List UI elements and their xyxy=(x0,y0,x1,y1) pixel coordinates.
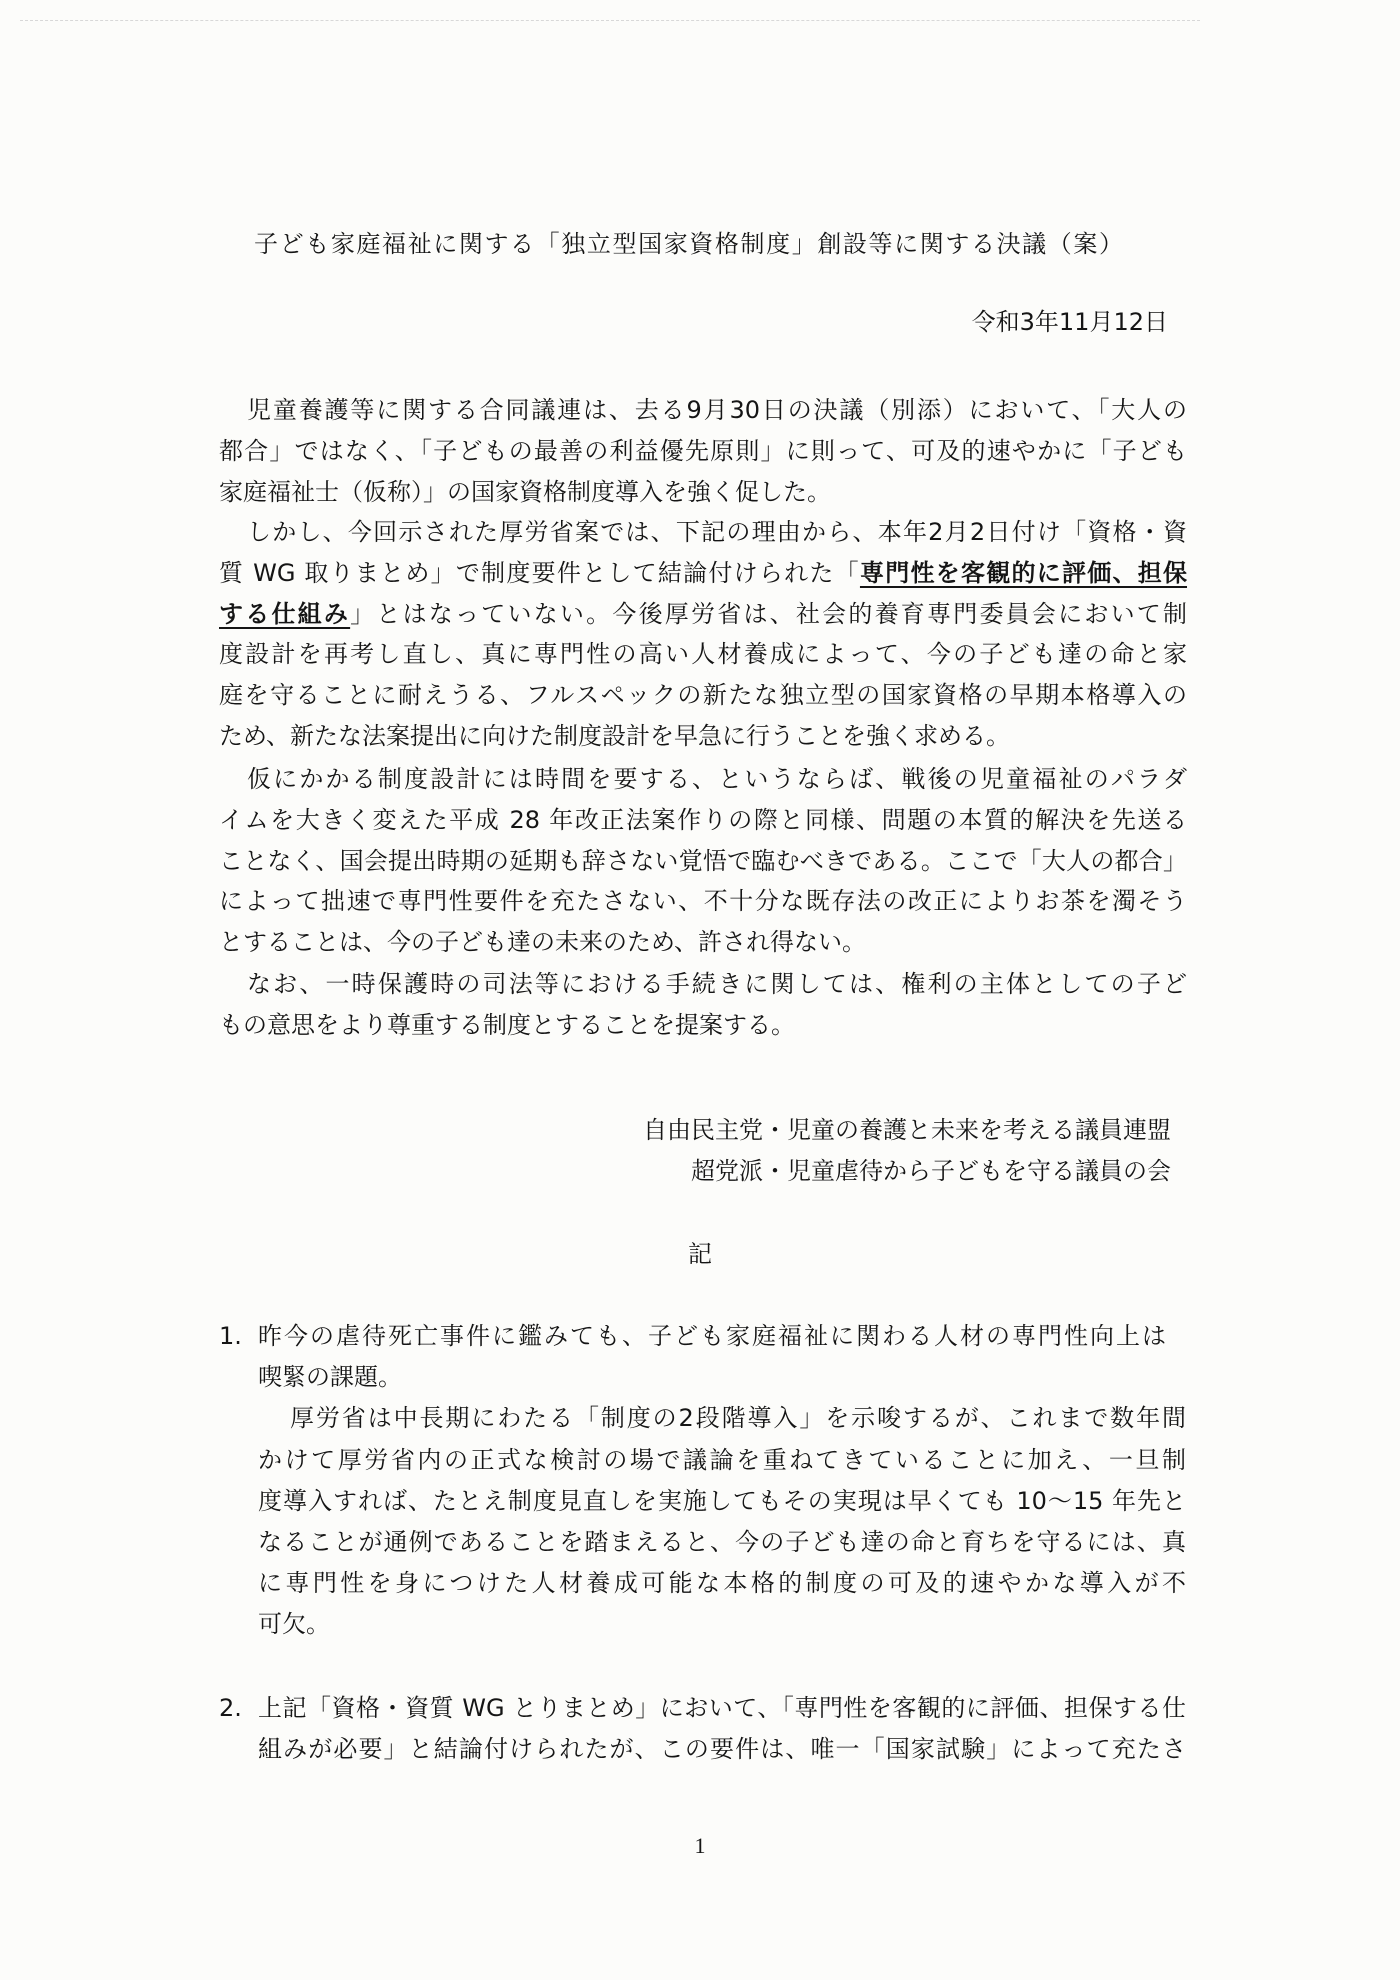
signatory: 超党派・児童虐待から子どもを守る議員の会 xyxy=(691,1157,1171,1185)
paragraph-line: ことなく、国会提出時期の延期も辞さない覚悟で臨むべきである。ここで「大人の都合」 xyxy=(219,846,1187,875)
paragraph-line xyxy=(219,594,1187,635)
item-detail-line: なることが通例であることを踏まえると、今の子ども達の命と育ちを守るには、真 xyxy=(258,1527,1186,1556)
paragraph-line xyxy=(219,553,1187,594)
item-number-text: 2. xyxy=(219,1694,242,1722)
notes-heading xyxy=(0,1234,1400,1275)
paragraph-line: とすることは、今の子ども達の未来のため、許され得ない。 xyxy=(219,928,867,957)
list-item xyxy=(258,1316,1186,1646)
signatories xyxy=(643,1110,1171,1192)
paragraph xyxy=(219,759,1187,963)
paragraph-line: 度設計を再考し直し、真に専門性の高い人材養成によって、今の子ども達の命と家 xyxy=(219,640,1187,669)
item-number xyxy=(219,1316,255,1357)
paragraph xyxy=(219,512,1187,757)
paragraph-line: 都合」ではなく、「子どもの最善の利益優先原則」に則って、可及的速やかに「子ども xyxy=(219,436,1187,465)
paragraph-line: 家庭福祉士（仮称）」の国家資格制度導入を強く促した。 xyxy=(219,477,831,506)
paragraph-line: ため、新たな法案提出に向けた制度設計を早急に行うことを強く求める。 xyxy=(219,721,1011,750)
line-text: 質 WG 取りまとめ」で制度要件として結論付けられた「 xyxy=(219,558,860,587)
item-number xyxy=(219,1688,255,1729)
paragraph-line: もの意思をより尊重する制度とすることを提案する。 xyxy=(219,1010,795,1039)
item-line: 昨今の虐待死亡事件に鑑みても、子ども家庭福祉に関わる人材の専門性向上は xyxy=(258,1322,1166,1350)
paragraph-line: しかし、今回示された厚労省案では、下記の理由から、本年2月2日付け「資格・資 xyxy=(247,518,1187,546)
line-text: 」とはなっていない。今後厚労省は、社会的養育専門委員会において制 xyxy=(350,599,1188,628)
item-number-text: 1. xyxy=(219,1322,242,1350)
paragraph-line: なお、一時保護時の司法等における手続きに関しては、権利の主体としての子ど xyxy=(247,970,1187,998)
paragraph-line: イムを大きく変えた平成 28 年改正法案作りの際と同様、問題の本質的解決を先送る xyxy=(219,805,1187,834)
page-number: 1 xyxy=(694,1833,706,1858)
paragraph xyxy=(219,964,1187,1046)
scan-edge-line xyxy=(20,20,1200,21)
item-line: 上記「資格・資質 WG とりまとめ」において、「専門性を客観的に評価、担保する仕 xyxy=(258,1694,1186,1722)
paragraph-line: 児童養護等に関する合同議連は、去る9月30日の決議（別添）において、「大人の xyxy=(247,396,1187,424)
date-text: 令和3年11月12日 xyxy=(971,308,1168,336)
item-line: 喫緊の課題。 xyxy=(258,1363,402,1392)
emphasis-text: 専門性を客観的に評価、担保 xyxy=(859,558,1188,587)
item-detail-line: に専門性を身につけた人材養成可能な本格的制度の可及的速やかな導入が不 xyxy=(258,1569,1186,1598)
paragraph-line: によって拙速で専門性要件を充たさない、不十分な既存法の改正によりお茶を濁そう xyxy=(219,887,1187,916)
title-text: 子ども家庭福祉に関する「独立型国家資格制度」創設等に関する決議（案） xyxy=(254,230,1123,258)
signatory: 自由民主党・児童の養護と未来を考える議員連盟 xyxy=(643,1116,1171,1144)
item-detail-line: 可欠。 xyxy=(258,1610,330,1639)
paragraph-line: 仮にかかる制度設計には時間を要する、というならば、戦後の児童福祉のパラダ xyxy=(247,765,1187,793)
paragraph xyxy=(219,390,1187,512)
paragraph-line: 庭を守ることに耐えうる、フルスペックの新たな独立型の国家資格の早期本格導入の xyxy=(219,681,1187,710)
item-line: 組みが必要」と結論付けられたが、この要件は、唯一「国家試験」によって充たさ xyxy=(258,1735,1186,1764)
notes-heading-text: 記 xyxy=(688,1240,712,1268)
item-detail-line: 厚労省は中長期にわたる「制度の2段階導入」を示唆するが、これまで数年間 xyxy=(290,1404,1186,1433)
emphasis-text: する仕組み xyxy=(219,599,351,628)
list-item xyxy=(258,1688,1186,1770)
document-date xyxy=(972,302,1168,343)
item-detail-line: 度導入すれば、たとえ制度見直しを実施してもその実現は早くても 10～15 年先と xyxy=(258,1486,1186,1515)
item-detail-line: かけて厚労省内の正式な検討の場で議論を重ねてきていることに加え、一旦制 xyxy=(258,1445,1186,1474)
document-title xyxy=(254,224,1123,265)
